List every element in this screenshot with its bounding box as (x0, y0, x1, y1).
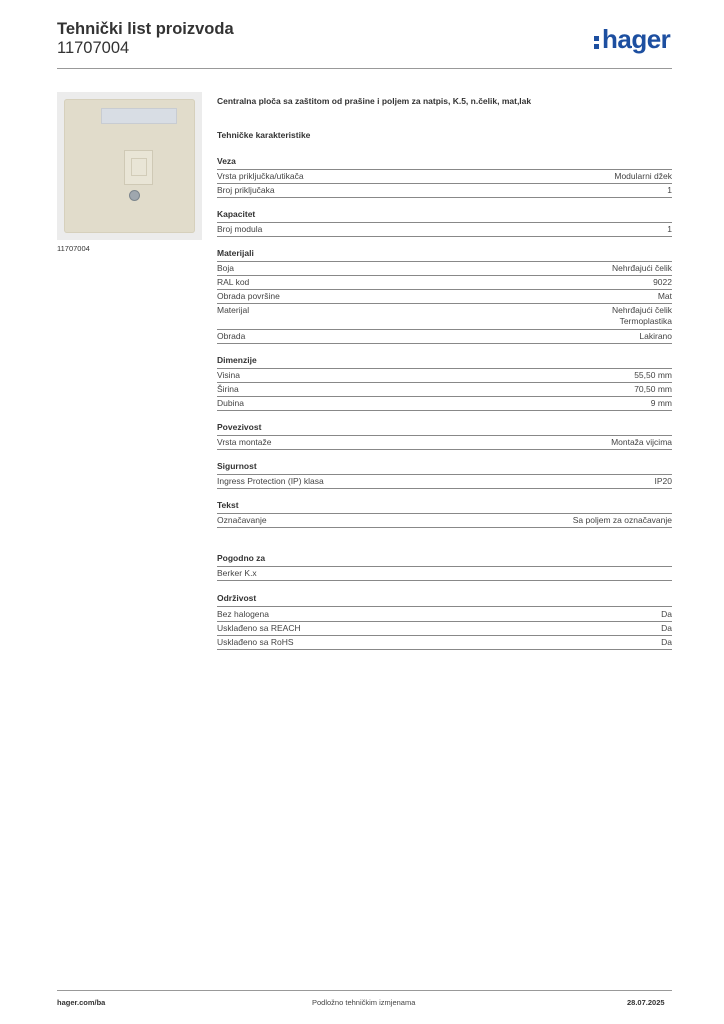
row-value: Nehrđajući čelik (612, 305, 672, 315)
row-label: Boja (217, 263, 235, 273)
hager-logo (594, 26, 670, 52)
row-value: 1 (667, 185, 672, 195)
row-label: Materijal (217, 305, 250, 315)
table-row (217, 636, 672, 650)
section-title-dimenzije: Dimenzije (217, 355, 672, 369)
table-row (217, 223, 672, 237)
table-row (217, 622, 672, 636)
table-row (217, 170, 672, 184)
row-value: 9 mm (650, 398, 672, 408)
row-label: Broj priključaka (217, 185, 275, 195)
row-value: 55,50 mm (634, 370, 672, 380)
row-label: Usklađeno sa REACH (217, 623, 301, 633)
product-code: 11707004 (57, 39, 130, 57)
row-value: Lakirano (639, 331, 672, 341)
row-value: 9022 (653, 277, 672, 287)
table-row (217, 304, 672, 330)
footer-divider (57, 990, 672, 991)
image-caption: 11707004 (57, 244, 90, 253)
section-title-pogodno-za: Pogodno za (217, 553, 672, 567)
section-title-veza: Veza (217, 156, 672, 170)
table-row (217, 369, 672, 383)
cover-plate (64, 99, 195, 233)
row-value: Montaža vijcima (611, 437, 672, 447)
table-row (217, 276, 672, 290)
row-label: Širina (217, 384, 239, 394)
row-value: Sa poljem za označavanje (572, 515, 672, 525)
table-row (217, 514, 672, 528)
logo-text: hager (602, 24, 671, 54)
footer-website: hager.com/ba (57, 998, 106, 1007)
row-value: Da (661, 609, 672, 619)
table-row (217, 567, 672, 581)
row-value: IP20 (654, 476, 672, 486)
row-value: Da (661, 623, 672, 633)
table-row (217, 608, 672, 622)
row-label: Usklađeno sa RoHS (217, 637, 294, 647)
section-title-tekst: Tekst (217, 500, 672, 514)
row-label: Obrada (217, 331, 246, 341)
row-label: Broj modula (217, 224, 263, 234)
row-label: Bez halogena (217, 609, 269, 619)
row-label: Berker K.x (217, 568, 257, 578)
table-row (217, 475, 672, 489)
row-label: Ingress Protection (IP) klasa (217, 476, 324, 486)
table-row (217, 290, 672, 304)
table-row (217, 397, 672, 411)
row-value: 70,50 mm (634, 384, 672, 394)
product-image (57, 92, 202, 240)
table-row (217, 330, 672, 344)
page-title: Tehnički list proizvoda (57, 20, 234, 38)
section-title-sigurnost: Sigurnost (217, 461, 672, 475)
row-label: Visina (217, 370, 240, 380)
modular-socket (124, 150, 153, 185)
row-value-secondary: Termoplastika (619, 316, 672, 326)
table-row (217, 184, 672, 198)
table-row (217, 262, 672, 276)
row-label: Obrada površine (217, 291, 280, 301)
section-title-povezivost: Povezivost (217, 422, 672, 436)
product-description: Centralna ploča sa zaštitom od prašine i poljem za natpis, K.5, n.čelik, mat,lak (217, 96, 532, 106)
screw-icon (129, 190, 140, 201)
row-value: 1 (667, 224, 672, 234)
row-label: Vrsta priključka/utikača (217, 171, 304, 181)
section-title-odrzivost: Održivost (217, 593, 672, 607)
logo-dots-icon (594, 31, 600, 49)
row-label: RAL kod (217, 277, 250, 287)
row-value: Mat (657, 291, 672, 301)
tech-characteristics-heading: Tehničke karakteristike (217, 130, 311, 140)
row-value: Nehrđajući čelik (612, 263, 672, 273)
header-divider (57, 68, 672, 69)
table-row (217, 436, 672, 450)
footer-date: 28.07.2025 (627, 998, 665, 1007)
section-title-materijali: Materijali (217, 248, 672, 262)
footer-note: Podložno tehničkim izmjenama (312, 998, 416, 1007)
label-field (101, 108, 177, 124)
table-row (217, 383, 672, 397)
section-title-kapacitet: Kapacitet (217, 209, 672, 223)
row-value: Modularni džek (614, 171, 672, 181)
row-label: Vrsta montaže (217, 437, 272, 447)
row-label: Označavanje (217, 515, 267, 525)
row-value: Da (661, 637, 672, 647)
row-label: Dubina (217, 398, 244, 408)
